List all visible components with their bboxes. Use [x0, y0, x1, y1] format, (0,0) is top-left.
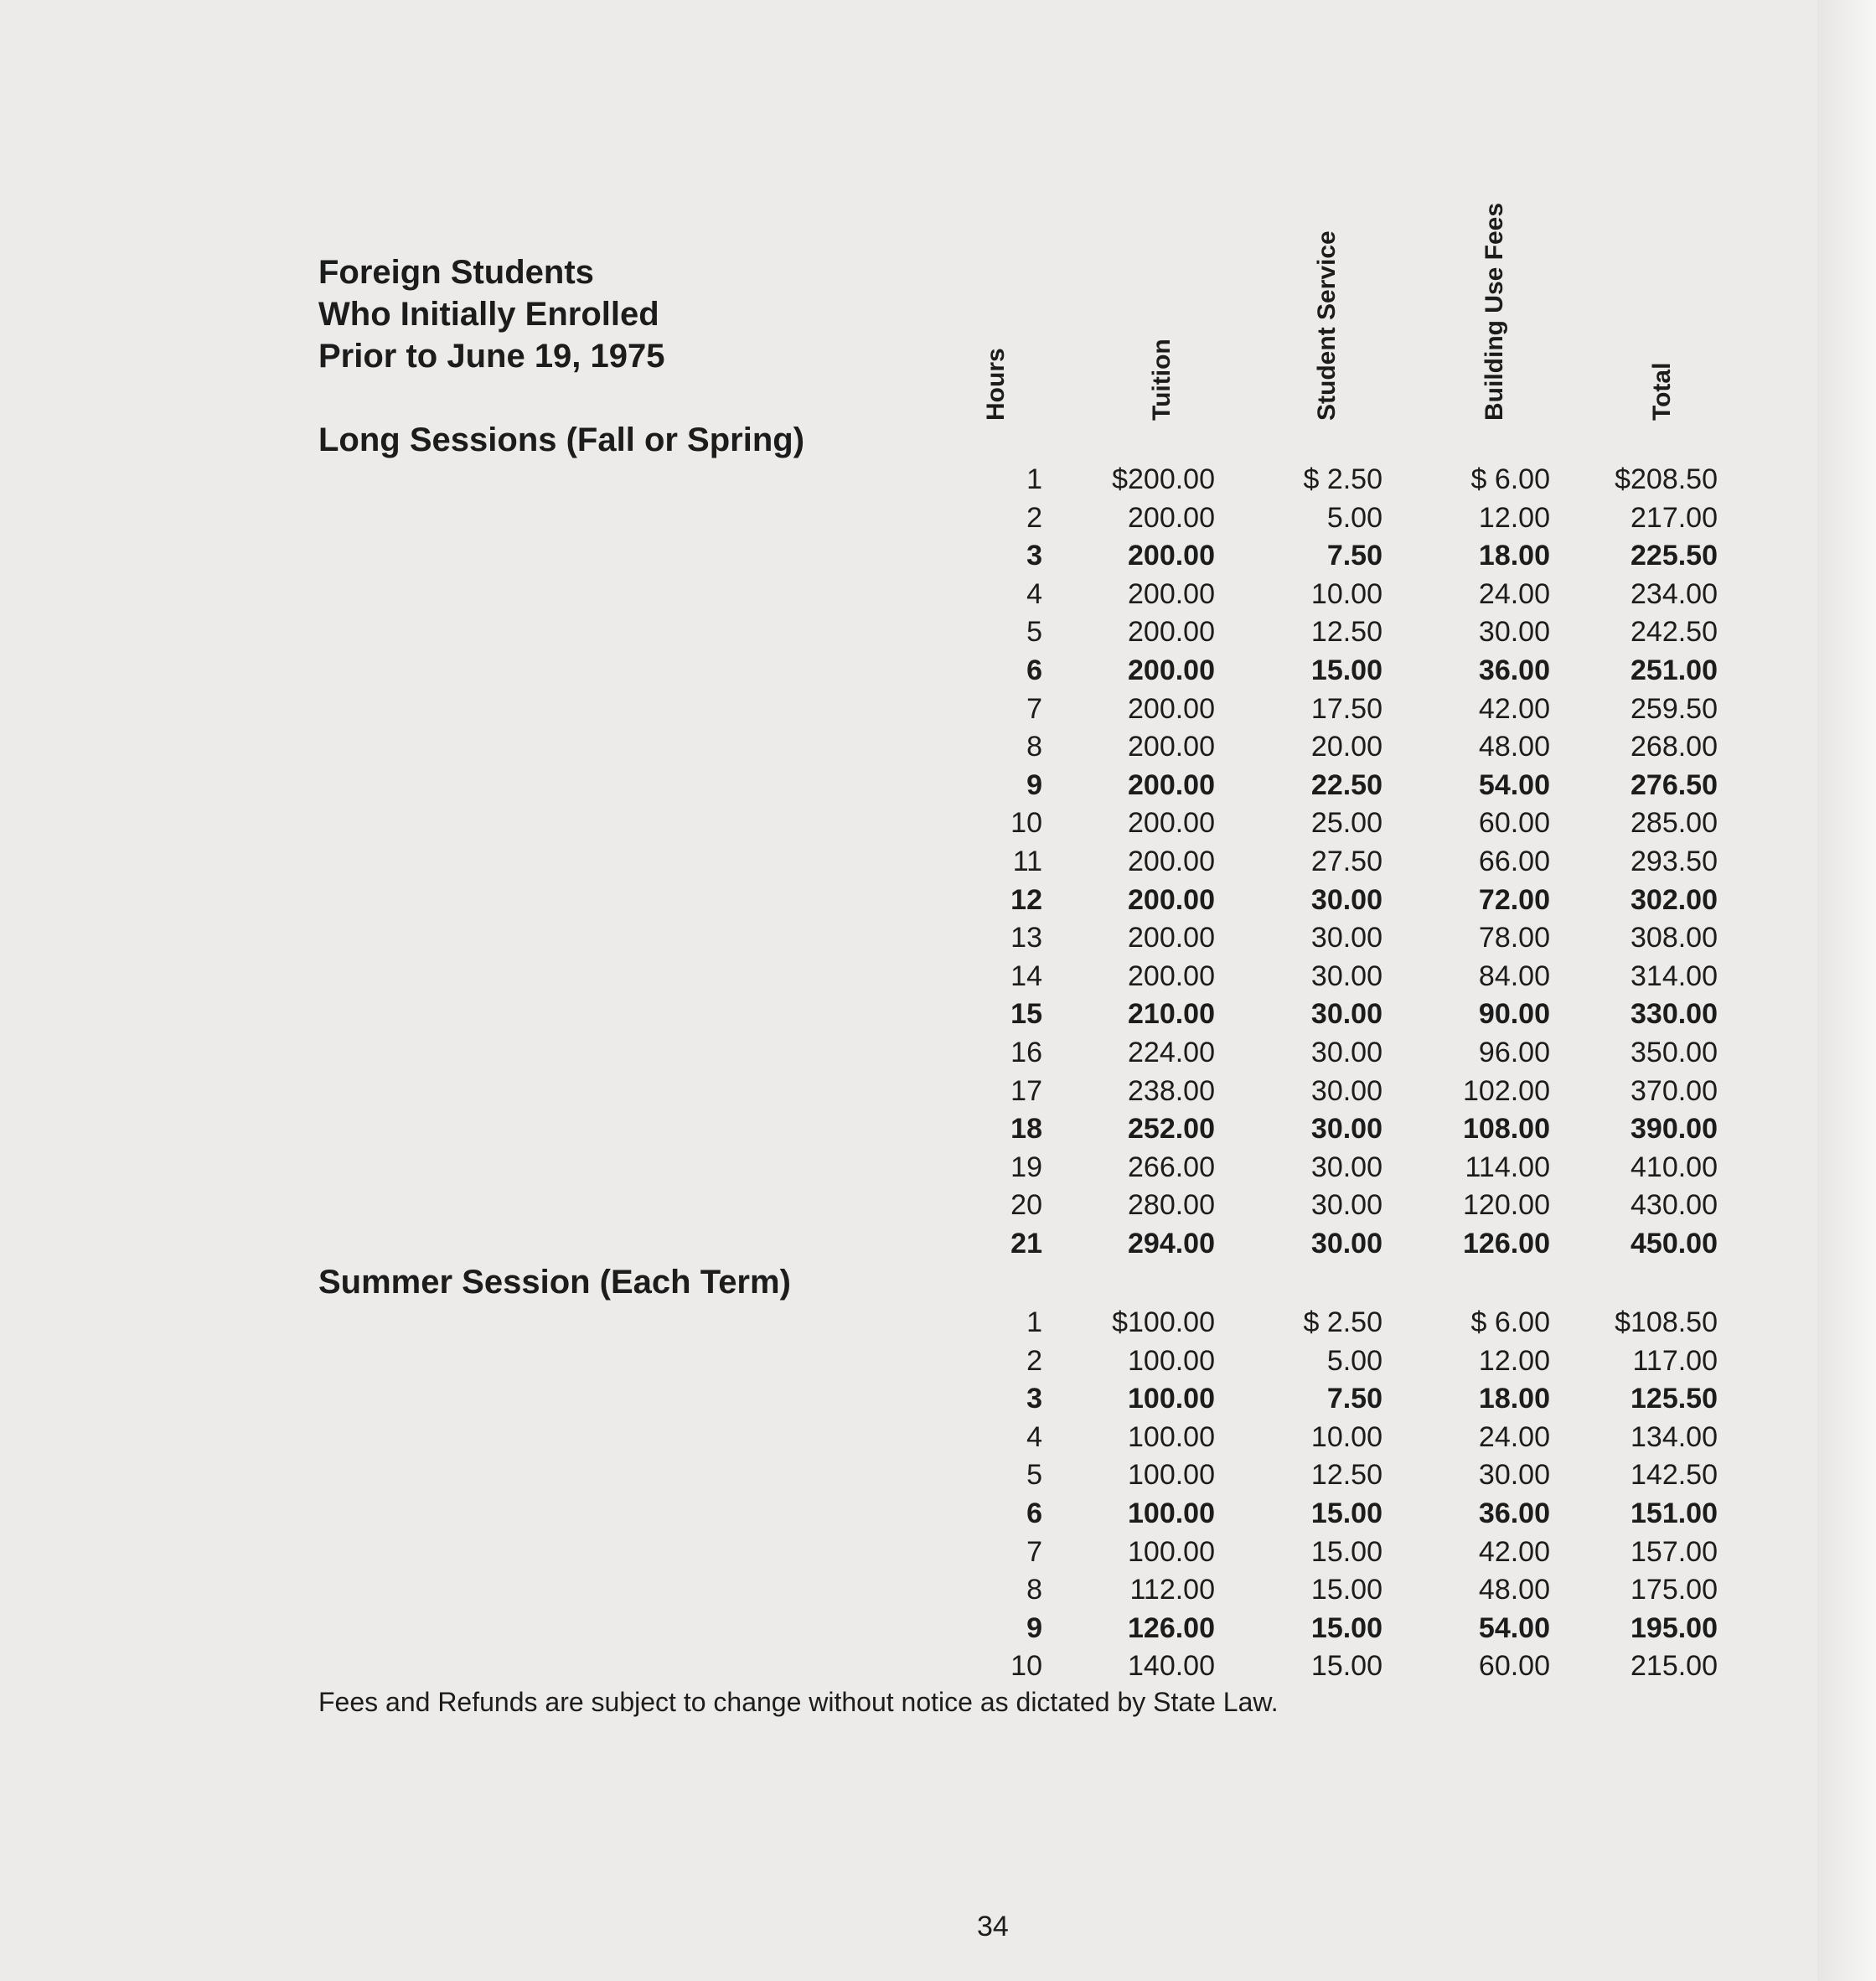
student-service-cell: $ 2.50: [1303, 463, 1382, 495]
building-use-fees-cell: 96.00: [1478, 1037, 1550, 1068]
tuition-cell: 200.00: [1128, 692, 1215, 725]
tuition-cell: 200.00: [1128, 768, 1215, 801]
student-service-cell: 10.00: [1310, 577, 1382, 610]
hours-cell: 4: [1026, 577, 1042, 610]
table-row: [0, 1456, 1876, 1493]
total-cell: $108.50: [1615, 1306, 1718, 1338]
building-use-fees-cell: 30.00: [1478, 616, 1550, 649]
hours-cell: 8: [1026, 731, 1042, 763]
student-service-cell: 7.50: [1326, 540, 1382, 572]
total-cell: 410.00: [1631, 1151, 1718, 1183]
tuition-cell: 200.00: [1128, 922, 1215, 954]
title-line-1: Foreign Students: [318, 254, 594, 291]
building-use-fees-cell: 24.00: [1478, 577, 1550, 610]
table-row: [0, 1342, 1876, 1379]
student-service-cell: 12.50: [1310, 1459, 1382, 1492]
table-row: [0, 767, 1876, 804]
building-use-fees-cell: 12.00: [1478, 1344, 1550, 1377]
building-use-fees-cell: 60.00: [1478, 807, 1550, 840]
table-row: [0, 613, 1876, 650]
student-service-cell: 30.00: [1310, 998, 1382, 1031]
tuition-cell: 210.00: [1128, 998, 1215, 1031]
building-use-fees-cell: 120.00: [1463, 1189, 1550, 1222]
hours-cell: 3: [1026, 1383, 1042, 1415]
table-row: [0, 461, 1876, 498]
tuition-cell: 100.00: [1128, 1383, 1215, 1415]
table-row: [0, 1034, 1876, 1071]
total-cell: 117.00: [1632, 1344, 1718, 1377]
student-service-cell: 15.00: [1310, 1535, 1382, 1568]
student-service-cell: 30.00: [1310, 922, 1382, 954]
column-header-tuition: Tuition: [1148, 339, 1176, 421]
hours-cell: 17: [1010, 1074, 1042, 1107]
student-service-cell: 10.00: [1310, 1420, 1382, 1453]
table-row: [0, 537, 1876, 574]
hours-cell: 2: [1026, 501, 1042, 534]
hours-cell: 11: [1012, 846, 1042, 877]
student-service-cell: 30.00: [1310, 1189, 1382, 1222]
total-cell: 195.00: [1631, 1611, 1718, 1644]
building-use-fees-cell: 36.00: [1478, 1497, 1550, 1529]
student-service-cell: 15.00: [1310, 1497, 1382, 1529]
hours-cell: 1: [1026, 463, 1042, 495]
hours-cell: 16: [1010, 1037, 1042, 1068]
hours-cell: 9: [1026, 1611, 1042, 1644]
hours-cell: 21: [1010, 1228, 1042, 1259]
student-service-cell: 5.00: [1326, 1344, 1382, 1377]
table-row: [0, 1149, 1876, 1186]
table-row: [0, 576, 1876, 613]
hours-cell: 8: [1026, 1574, 1042, 1606]
building-use-fees-cell: 60.00: [1478, 1650, 1550, 1683]
total-cell: 308.00: [1631, 922, 1718, 954]
total-cell: 450.00: [1631, 1228, 1718, 1259]
column-header-building-use-fees: Building Use Fees: [1481, 202, 1508, 421]
building-use-fees-cell: 18.00: [1478, 540, 1550, 572]
long-sessions-heading: Long Sessions (Fall or Spring): [318, 422, 805, 458]
table-row: [0, 1534, 1876, 1570]
tuition-cell: 200.00: [1128, 540, 1215, 572]
total-cell: 234.00: [1631, 577, 1718, 610]
table-row: [0, 1380, 1876, 1417]
tuition-cell: $100.00: [1112, 1306, 1215, 1338]
tuition-cell: 126.00: [1128, 1611, 1215, 1644]
hours-cell: 5: [1026, 616, 1042, 649]
total-cell: 293.50: [1631, 846, 1718, 877]
student-service-cell: 30.00: [1310, 1228, 1382, 1259]
building-use-fees-cell: 54.00: [1478, 1611, 1550, 1644]
table-row: [0, 1110, 1876, 1147]
tuition-cell: $200.00: [1112, 463, 1215, 495]
title-line-2: Who Initially Enrolled: [318, 296, 659, 333]
building-use-fees-cell: 42.00: [1478, 1535, 1550, 1568]
building-use-fees-cell: 42.00: [1478, 692, 1550, 725]
total-cell: 125.50: [1631, 1383, 1718, 1415]
table-row: [0, 996, 1876, 1032]
total-cell: 268.00: [1631, 731, 1718, 763]
hours-cell: 10: [1010, 1650, 1042, 1683]
footnote: Fees and Refunds are subject to change without notice as dictated by State Law.: [318, 1687, 1279, 1717]
tuition-cell: 266.00: [1128, 1151, 1215, 1183]
total-cell: 215.00: [1631, 1650, 1718, 1683]
table-row: [0, 691, 1876, 727]
building-use-fees-cell: 72.00: [1478, 883, 1550, 916]
student-service-cell: 12.50: [1310, 616, 1382, 649]
building-use-fees-cell: 90.00: [1478, 998, 1550, 1031]
table-row: [0, 882, 1876, 918]
building-use-fees-cell: 48.00: [1478, 1574, 1550, 1606]
hours-cell: 14: [1010, 959, 1042, 992]
building-use-fees-cell: 54.00: [1478, 768, 1550, 801]
hours-cell: 15: [1010, 998, 1042, 1031]
building-use-fees-cell: 114.00: [1465, 1151, 1550, 1183]
building-use-fees-cell: 30.00: [1478, 1459, 1550, 1492]
tuition-cell: 252.00: [1128, 1113, 1215, 1146]
table-row: [0, 843, 1876, 880]
table-row: [0, 958, 1876, 995]
total-cell: 175.00: [1631, 1574, 1718, 1606]
tuition-cell: 294.00: [1128, 1228, 1215, 1259]
document-title: [318, 251, 665, 377]
tuition-cell: 200.00: [1128, 807, 1215, 840]
hours-cell: 5: [1026, 1459, 1042, 1492]
student-service-cell: 27.50: [1310, 846, 1382, 877]
tuition-cell: 200.00: [1128, 883, 1215, 916]
hours-cell: 10: [1010, 807, 1042, 840]
tuition-cell: 224.00: [1128, 1037, 1215, 1068]
hours-cell: 1: [1026, 1306, 1042, 1338]
total-cell: 370.00: [1631, 1074, 1718, 1107]
total-cell: 217.00: [1631, 501, 1718, 534]
student-service-cell: 5.00: [1326, 501, 1382, 534]
table-row: [0, 1495, 1876, 1532]
table-row: [0, 728, 1876, 765]
hours-cell: 19: [1010, 1151, 1042, 1183]
student-service-cell: 30.00: [1310, 1074, 1382, 1107]
table-row: [0, 1647, 1876, 1684]
table-row: [0, 1073, 1876, 1109]
total-cell: 302.00: [1631, 883, 1718, 916]
total-cell: 276.50: [1631, 768, 1718, 801]
column-header-student-service: Student Service: [1313, 230, 1341, 421]
building-use-fees-cell: 126.00: [1463, 1228, 1550, 1259]
summer-session-heading: Summer Session (Each Term): [318, 1264, 791, 1301]
student-service-cell: 30.00: [1310, 883, 1382, 916]
total-cell: 225.50: [1631, 540, 1718, 572]
hours-cell: 2: [1026, 1344, 1042, 1377]
student-service-cell: 15.00: [1310, 1611, 1382, 1644]
student-service-cell: $ 2.50: [1303, 1306, 1382, 1338]
building-use-fees-cell: $ 6.00: [1470, 1306, 1550, 1338]
total-cell: 314.00: [1631, 959, 1718, 992]
total-cell: 242.50: [1631, 616, 1718, 649]
total-cell: 134.00: [1631, 1420, 1718, 1453]
building-use-fees-cell: 102.00: [1463, 1074, 1550, 1107]
building-use-fees-cell: 12.00: [1478, 501, 1550, 534]
student-service-cell: 7.50: [1326, 1383, 1382, 1415]
hours-cell: 12: [1010, 883, 1042, 916]
table-row: [0, 1419, 1876, 1456]
student-service-cell: 15.00: [1310, 1574, 1382, 1606]
building-use-fees-cell: 24.00: [1478, 1420, 1550, 1453]
tuition-cell: 200.00: [1128, 846, 1215, 877]
table-row: [0, 652, 1876, 689]
hours-cell: 6: [1026, 654, 1042, 686]
student-service-cell: 25.00: [1310, 807, 1382, 840]
total-cell: 330.00: [1631, 998, 1718, 1031]
hours-cell: 7: [1026, 692, 1042, 725]
building-use-fees-cell: 108.00: [1463, 1113, 1550, 1146]
hours-cell: 4: [1026, 1420, 1042, 1453]
building-use-fees-cell: 78.00: [1478, 922, 1550, 954]
building-use-fees-cell: 36.00: [1478, 654, 1550, 686]
hours-cell: 18: [1010, 1113, 1042, 1146]
total-cell: $208.50: [1615, 463, 1718, 495]
table-row: [0, 1610, 1876, 1647]
total-cell: 151.00: [1631, 1497, 1718, 1529]
column-header-hours: Hours: [982, 348, 1010, 421]
tuition-cell: 200.00: [1128, 731, 1215, 763]
tuition-cell: 100.00: [1128, 1420, 1215, 1453]
tuition-cell: 200.00: [1128, 501, 1215, 534]
total-cell: 390.00: [1631, 1113, 1718, 1146]
student-service-cell: 30.00: [1310, 959, 1382, 992]
total-cell: 350.00: [1631, 1037, 1718, 1068]
table-row: [0, 499, 1876, 536]
tuition-cell: 100.00: [1128, 1497, 1215, 1529]
hours-cell: 3: [1026, 540, 1042, 572]
hours-cell: 6: [1026, 1497, 1042, 1529]
tuition-cell: 200.00: [1128, 959, 1215, 992]
hours-cell: 7: [1026, 1535, 1042, 1568]
tuition-cell: 280.00: [1128, 1189, 1215, 1222]
table-row: [0, 919, 1876, 956]
student-service-cell: 15.00: [1310, 654, 1382, 686]
title-line-3: Prior to June 19, 1975: [318, 338, 665, 375]
building-use-fees-cell: 18.00: [1478, 1383, 1550, 1415]
total-cell: 251.00: [1631, 654, 1718, 686]
hours-cell: 20: [1010, 1189, 1042, 1222]
hours-cell: 13: [1010, 922, 1042, 954]
building-use-fees-cell: 84.00: [1478, 959, 1550, 992]
total-cell: 142.50: [1631, 1459, 1718, 1492]
tuition-cell: 100.00: [1128, 1535, 1215, 1568]
table-row: [0, 804, 1876, 841]
student-service-cell: 30.00: [1310, 1151, 1382, 1183]
student-service-cell: 15.00: [1310, 1650, 1382, 1683]
tuition-cell: 100.00: [1128, 1459, 1215, 1492]
total-cell: 259.50: [1631, 692, 1718, 725]
tuition-cell: 200.00: [1128, 577, 1215, 610]
tuition-cell: 112.00: [1129, 1574, 1215, 1606]
student-service-cell: 30.00: [1310, 1113, 1382, 1146]
tuition-cell: 200.00: [1128, 654, 1215, 686]
total-cell: 285.00: [1631, 807, 1718, 840]
page-number: 34: [977, 1911, 1009, 1942]
tuition-cell: 238.00: [1128, 1074, 1215, 1107]
table-row: [0, 1304, 1876, 1341]
total-cell: 430.00: [1631, 1189, 1718, 1222]
table-row: [0, 1571, 1876, 1608]
table-row: [0, 1225, 1876, 1262]
student-service-cell: 20.00: [1310, 731, 1382, 763]
tuition-cell: 140.00: [1128, 1650, 1215, 1683]
tuition-cell: 100.00: [1128, 1344, 1215, 1377]
table-row: [0, 1187, 1876, 1223]
student-service-cell: 22.50: [1310, 768, 1382, 801]
total-cell: 157.00: [1631, 1535, 1718, 1568]
student-service-cell: 30.00: [1310, 1037, 1382, 1068]
hours-cell: 9: [1026, 768, 1042, 801]
building-use-fees-cell: 66.00: [1478, 846, 1550, 877]
building-use-fees-cell: $ 6.00: [1470, 463, 1550, 495]
tuition-cell: 200.00: [1128, 616, 1215, 649]
student-service-cell: 17.50: [1310, 692, 1382, 725]
column-header-total: Total: [1648, 362, 1676, 421]
building-use-fees-cell: 48.00: [1478, 731, 1550, 763]
